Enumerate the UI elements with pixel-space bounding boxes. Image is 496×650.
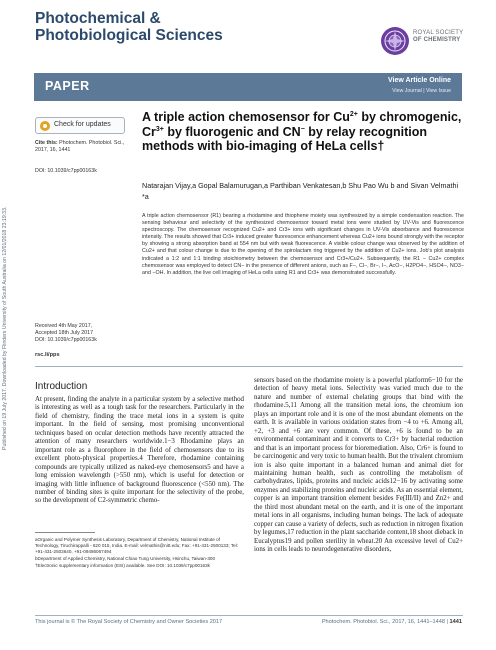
footnote-a: aOrganic and Polymer Synthesis Laboratory, Department of Chemistry, National Institute of Technology, Tiruchirappalli - 620 015, India. E-mail: velmathis@nitt.edu; Fax: +91-431-2500133; Tel: +91-431-2503640, +91-09486067494: [35, 537, 239, 554]
received-date: Received 4th May 2017,: [35, 323, 93, 329]
rsc-logo-icon: [380, 26, 410, 56]
cite-reference: Photochem. Photobiol. Sci., 2017, 16, 1441: [35, 140, 125, 153]
check-for-updates-button[interactable]: [35, 117, 125, 134]
view-journal-issue-links[interactable]: View Journal | View Issue: [392, 88, 451, 94]
introduction-left-column: [35, 396, 244, 506]
intro-paragraph-left: At present, finding the analyte in a particular system by a selective method is interesting as well as a tough task for the researchers. Particularly in the field of chemistry, finding the trace metal ions in a system is quite important. In the field of sensing, most promising unconventional techniques based on ocular detection methods have recently attracted the attention of many researchers worldwide.1−3 Rhodamine plays an important role as a fluorophore in the field of chemosensors due to its excellent photo-physical properties.4 Therefore, rhodamine containing compounds are typically utilized as naked-eye chemosensors5 and have a long emission wavelength (>550 nm), which is useful for detection or imaging with little influence of background fluorescence (<550 nm). The number of binding sites is quite important for the selectivity of the probe, so the development of C2-symmetric chemo-: [35, 396, 244, 505]
article-type-label: PAPER: [45, 79, 90, 93]
author-names: Natarajan Vijay,a Gopal Balamurugan,a Parthiban Venkatesan,b Shu Pao Wu b and Sivan Velmathi *a: [142, 181, 459, 201]
download-side-note-text: Published on 19 July 2017. Downloaded by Flinders University of South Australia on 12/01/2018 23:19:33.: [2, 206, 8, 450]
rsc-logo-line2: OF CHEMISTRY: [413, 37, 461, 43]
update-badge-icon: [40, 121, 50, 131]
article-dates: [35, 323, 125, 344]
rsc-logo[interactable]: [380, 24, 475, 58]
abstract-text: A triple action chemosensor (R1) bearing a rhodamine and thiophene moiety was synthesized by a simple condensation reaction. The sensing behaviour and selectivity of the synthesized chemosensor toward metal ions were studied by UV-Vis and fluorescence spectroscopy. The chemosensor recognized Cu2+ and Cr3+ ions with significant changes in UV-Vis absorbance and fluorescence intensity. The results showed that Cr3+ induced greater fluorescence enhancement whereas Cu2+ ions bound strongly with the receptor by showing a strong absorption band at 554 nm but with weak fluorescence. A visible colour change was observed by the addition of Cu2+ and that colour change is due to the opening of the spirolactam ring triggered by the addition of Cu2+ ions. Job's plot analysis indicated a 1:2 and 1:1 binding stoichiometry between the chemosensor and Cr3+/Cu2+. Subsequently, the R1 − Cu2+ complex chemosensor was employed to detect CN− in the presence of different anions, such as F−, Cl−, Br−, I−, AcO−, H2PO4−, HSO4−, NO3− and −OH. In addition, the live cell imaging of HeLa cells using R1 and Cr3+ was demonstrated successfully.: [142, 213, 464, 276]
cite-label: Cite this:: [35, 140, 58, 146]
journal-title-line2: Photobiological Sciences: [35, 27, 223, 44]
introduction-heading: Introduction: [35, 381, 88, 392]
footer-citation: Photochem. Photobiol. Sci., 2017, 16, 1441–1448: [321, 619, 445, 625]
header-divider: [35, 366, 463, 367]
footer-copyright: This journal is © The Royal Society of Chemistry and Owner Societies 2017: [35, 619, 223, 625]
doi-side[interactable]: DOI: 10.1039/c7pp00163k: [35, 337, 97, 343]
citation-block: [35, 140, 127, 153]
journal-title-line1: Photochemical &: [35, 10, 161, 27]
view-article-online-link[interactable]: View Article Online: [387, 77, 451, 84]
download-side-note: [2, 150, 10, 450]
article-type-banner: [34, 73, 462, 101]
affiliation-footnotes: [35, 537, 244, 570]
footer-divider: [35, 615, 463, 616]
intro-paragraph-right: sensors based on the rhodamine moiety is a powerful platform6−10 for the detection of heavy metal ions. Selectivity was varied much due to the nature and number of external chelating groups that bind with the rhodamine.5,11 Among all the transition metal ions, the chromium ion plays an important role and it is one of the most abundant elements on the earth. It is available in various oxidation states from −4 to +6. Among all, +2, +3 and +6 are very common. Of these, +6 is found to be an environmental contaminant and it converts to Cr3+ by bacterial reduction and that is an important process for bioremediation. Also, Cr6+ is found to be carcinogenic and very toxic to human health. But the trivalent chromium ion is also quite important in a balanced human and animal diet for maintaining human health, such as controlling the metabolism of carbohydrates, lipids, proteins and nucleic acids12−16 by activating some enzymes and stabilizing proteins and nucleic acids. As an essential element, copper is an important transition element besides Fe(III/II) and Zn2+ and the third most abundant metal on the earth, and it is one of the important metal ions in all organisms, including human beings. The lack of adequate copper can cause a variety of defects, such as reduction in nitrogen fixation by legumes,17 reduction in the plant saccharide content,18 shoot dieback in Eucalyptus19 and pollen sterility in wheat.20 An excessive level of Cu2+ ions in cells leads to neurodegenerative disorders,: [254, 377, 463, 554]
rsc-logo-line1: ROYAL SOCIETY: [413, 30, 464, 36]
author-list: [142, 181, 464, 202]
accepted-date: Accepted 18th July 2017: [35, 330, 94, 336]
article-title: A triple action chemosensor for $Cu^{2+}$ by chromogenic, $Cr^{3+}$ by fluorogenic and CN− by relay recognition methods with bio-imaging of HeLa cells†: [142, 110, 462, 154]
footnote-divider: [35, 532, 95, 533]
journal-title[interactable]: [35, 10, 223, 44]
footer-journal-ref: Photochem. Photobiol. Sci., 2017, 16, 1441–1448 | 1441: [321, 619, 462, 625]
check-for-updates-label: Check for updates: [54, 121, 111, 128]
journal-short-link[interactable]: rsc.li/pps: [35, 352, 60, 358]
introduction-right-column: [254, 377, 463, 555]
footnote-b: bDepartment of Applied Chemistry, National Chiao Tung University, Hsinchu, Taiwan-300: [35, 555, 216, 561]
cite-doi[interactable]: DOI: 10.1039/c7pp00163k: [35, 168, 97, 174]
footnote-esi: †Electronic supplementary information (ESI) available. See DOI: 10.1039/c7pp00163k: [35, 563, 210, 569]
page-number: 1441: [449, 619, 462, 625]
